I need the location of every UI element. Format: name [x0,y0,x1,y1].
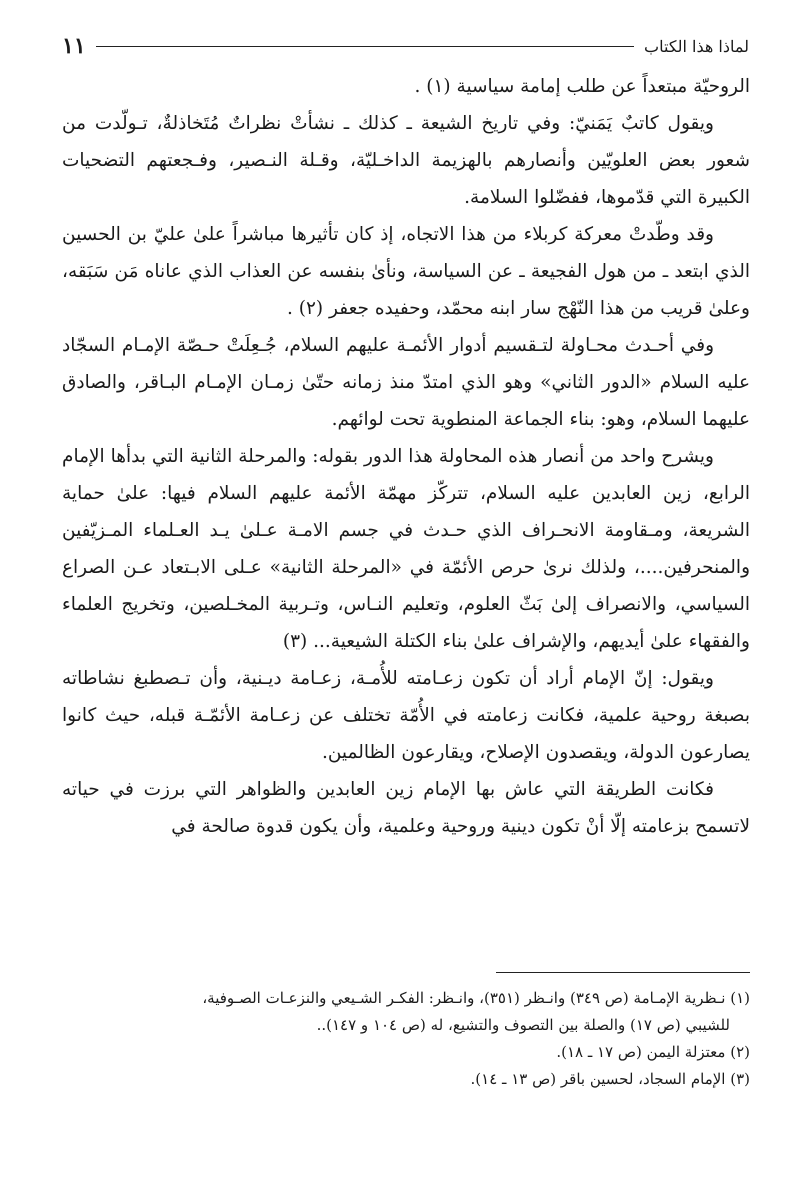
footnote-separator [496,972,750,973]
footnote-1-continuation: للشيبي (ص ١٧) والصلة بين التصوف والتشيع، له (ص ١٠٤ و ١٤٧).. [316,1016,730,1034]
paragraph-2: ويقول كاتبٌ يَمَنيّ: وفي تاريخ الشيعة ـ كذلك ـ نشأتْ نظراتٌ مُتَخاذلةٌ، تـولّدت من شعور بعض العلويّين وأنصارهم بالهزيمة الداخـليّة، وقـلة النـصير، وفـجعتهم التضحيات الكبيرة التي قدّموها، ففضّلوا السلامة. [62,113,750,208]
body-text [62,68,750,845]
paragraph-6: ويقول: إنّ الإمام أراد أن تكون زعـامته للأُمـة، زعـامة ديـنية، وأن تـصطبغ نشاطاته بصبغة روحية علمية، فكانت زعامته في الأُمّة تختلف عن زعـامة الأئمّـة قبله، حيث كانوا يصارعون الدولة، ويقصدون الإصلاح، ويقارعون الظالمين. [62,668,750,763]
footnote-1: (١) نـظرية الإمـامة (ص ٣٤٩) وانـظر (٣٥١)، وانـظر: الفكـر الشـيعي والنزعـات الصـوفية، [202,989,750,1007]
running-title: لماذا هذا الكتاب [644,36,749,56]
header-rule [96,46,634,47]
footnotes [62,986,750,1094]
paragraph-3: وقد وطّدتْ معركة كربلاء من هذا الاتجاه، إذ كان تأثيرها مباشراً علىٰ عليّ بن الحسين الذي ابتعد ـ من هول الفجيعة ـ عن السياسة، ونأىٰ بنفسه عن العذاب الذي عاناه مَن سَبَقه، وعلىٰ قريب من هذا النّهْج سار ابنه محمّد، وحفيده جعفر (٢) . [62,224,750,319]
footnote-3: (٣) الإمام السجاد، لحسين باقر (ص ١٣ ـ ١٤). [470,1070,750,1088]
page-header [62,30,749,62]
paragraph-5: ويشرح واحد من أنصار هذه المحاولة هذا الدور بقوله: والمرحلة الثانية التي بدأها الإمام الرابع، زين العابدين عليه السلام، تتركّز مهمّة الأئمة عليهم السلام فيها: علىٰ حماية الشريعة، ومـقاومة الانحـراف الذي حـدث في جسم الامـة عـلىٰ يـد العـلماء المـزيّفين والمنحرفين....، ولذلك نرىٰ حرص الأئمّة في «المرحلة الثانية» عـلى الابـتعاد عـن الصراع السياسي، والانصراف إلىٰ بَثّ العلوم، وتعليم النـاس، وتـربية المخـلصين، وتخريج العلماء والفقهاء علىٰ أيديهم، والإشراف علىٰ بناء الكتلة الشيعية... (٣) [62,446,750,652]
paragraph-7: فكانت الطريقة التي عاش بها الإمام زين العابدين والظواهر التي برزت في حياته لاتسمح بزعامته إلّا أنْ تكون دينية وروحية وعلمية، وأن يكون قدوة صالحة في [62,779,750,837]
footnote-2: (٢) معتزلة اليمن (ص ١٧ ـ ١٨). [556,1043,750,1061]
paragraph-4: وفي أحـدث محـاولة لتـقسيم أدوار الأئمـة عليهم السلام، جُـعِلَتْ حـصّة الإمـام السجّاد عليه السلام «الدور الثاني» وهو الذي امتدّ منذ زمانه حتّىٰ زمـان الإمـام البـاقر، والصادق عليهما السلام، وهو: بناء الجماعة المنطوية تحت لوائهم. [62,335,750,430]
paragraph-1: الروحيّة مبتعداً عن طلب إمامة سياسية (١) . [414,76,750,97]
page-number: ١١ [62,33,86,59]
